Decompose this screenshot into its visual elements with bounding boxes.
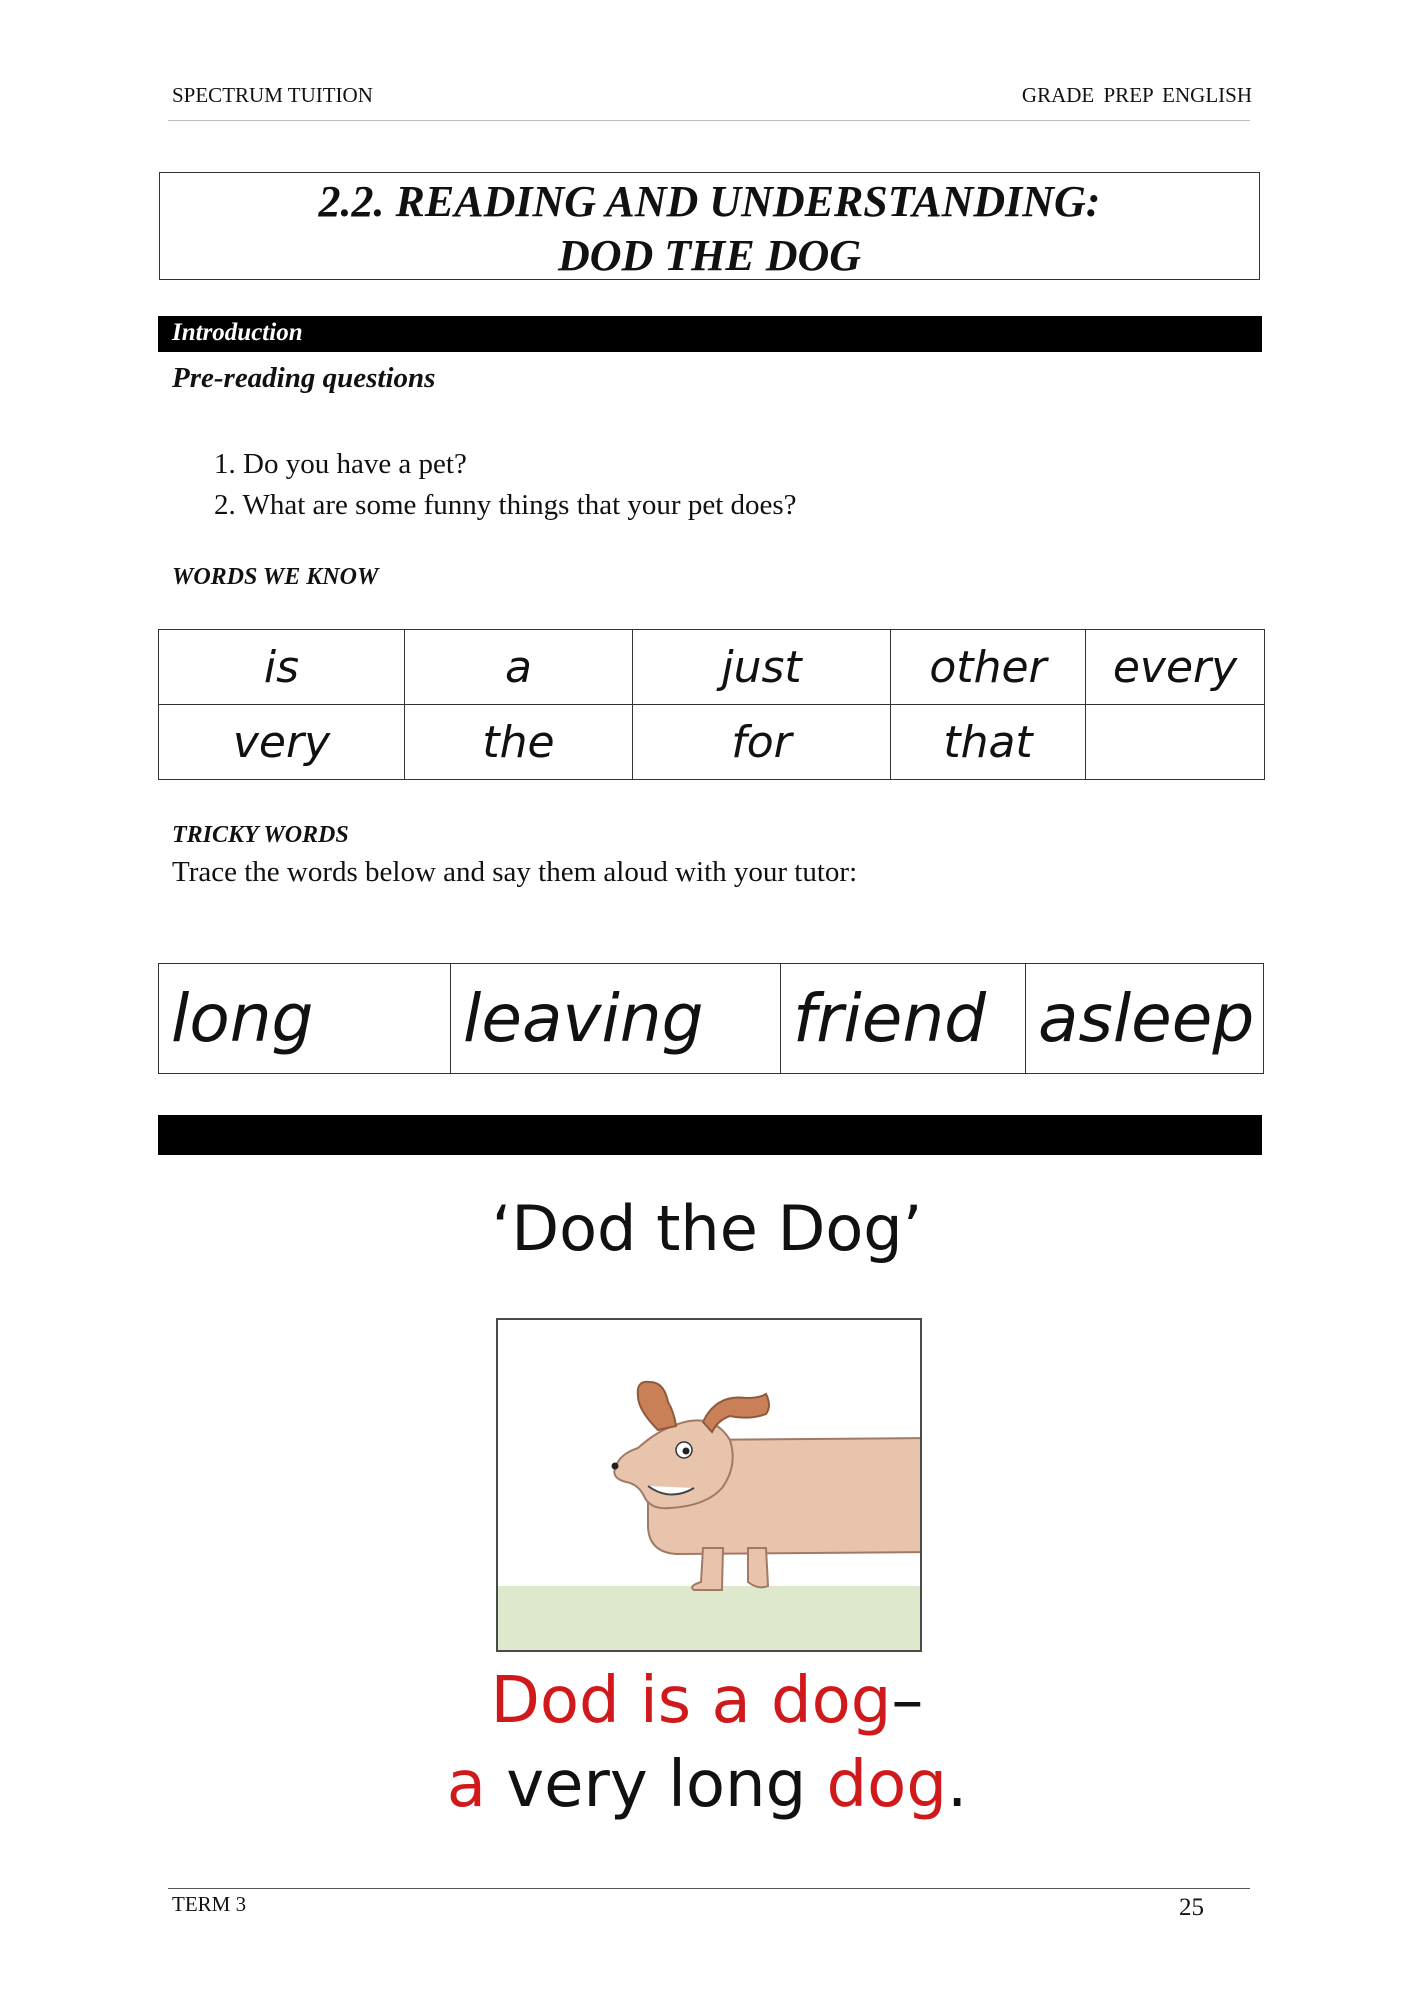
table-row	[159, 630, 1265, 705]
story-text-line-1	[0, 1664, 1414, 1738]
story-text-segment: very long	[485, 1748, 827, 1822]
story-text-segment: dog	[826, 1748, 947, 1822]
word-cell	[1086, 705, 1265, 780]
header-school-name: SPECTRUM TUITION	[172, 83, 373, 107]
tricky-words-heading: TRICKY WORDS	[172, 822, 349, 848]
tricky-word-cell: long	[159, 964, 451, 1074]
trace-instruction: Trace the words below and say them aloud with your tutor:	[172, 856, 858, 888]
word-cell: just	[633, 630, 891, 705]
tricky-words-table	[158, 963, 1264, 1074]
pre-reading-heading: Pre-reading questions	[172, 362, 436, 394]
word-cell: the	[405, 705, 633, 780]
story-text-line-2	[0, 1748, 1414, 1822]
word-cell: other	[891, 630, 1086, 705]
table-row	[159, 964, 1264, 1074]
word-cell: a	[405, 630, 633, 705]
word-cell: very	[159, 705, 405, 780]
introduction-bar: Introduction	[158, 316, 1262, 352]
story-text-segment: –	[891, 1664, 924, 1738]
tricky-word-cell: leaving	[451, 964, 781, 1074]
story-text-segment: .	[946, 1748, 968, 1822]
question-item: 1. Do you have a pet?	[214, 448, 467, 480]
story-text-segment: Dod is a dog	[490, 1664, 892, 1738]
footer-term: TERM 3	[172, 1892, 247, 1916]
word-cell: is	[159, 630, 405, 705]
page-number: 25	[1179, 1894, 1204, 1921]
story-picture	[496, 1318, 922, 1652]
story-divider-bar	[158, 1115, 1262, 1155]
header-grade-subject: GRADE PREP ENGLISH	[1021, 83, 1252, 107]
story-title: ‘Dod the Dog’	[491, 1192, 923, 1265]
story-text-segment: a	[446, 1748, 486, 1822]
page-title	[159, 172, 1260, 280]
words-we-know-heading: WORDS WE KNOW	[172, 564, 379, 590]
footer-divider	[168, 1888, 1250, 1889]
page-title-line-1: 2.2. READING AND UNDERSTANDING:	[318, 177, 1101, 226]
dog-illustration-icon	[498, 1320, 920, 1650]
tricky-word-cell: friend	[781, 964, 1026, 1074]
table-row	[159, 705, 1265, 780]
word-cell: every	[1086, 630, 1265, 705]
header-divider	[168, 120, 1250, 121]
words-we-know-table	[158, 629, 1265, 780]
question-item: 2. What are some funny things that your pet does?	[214, 489, 797, 521]
word-cell: that	[891, 705, 1086, 780]
word-cell: for	[633, 705, 891, 780]
pre-reading-question-list	[214, 444, 797, 526]
page-title-line-2: DOD THE DOG	[557, 231, 862, 280]
tricky-word-cell: asleep	[1026, 964, 1264, 1074]
